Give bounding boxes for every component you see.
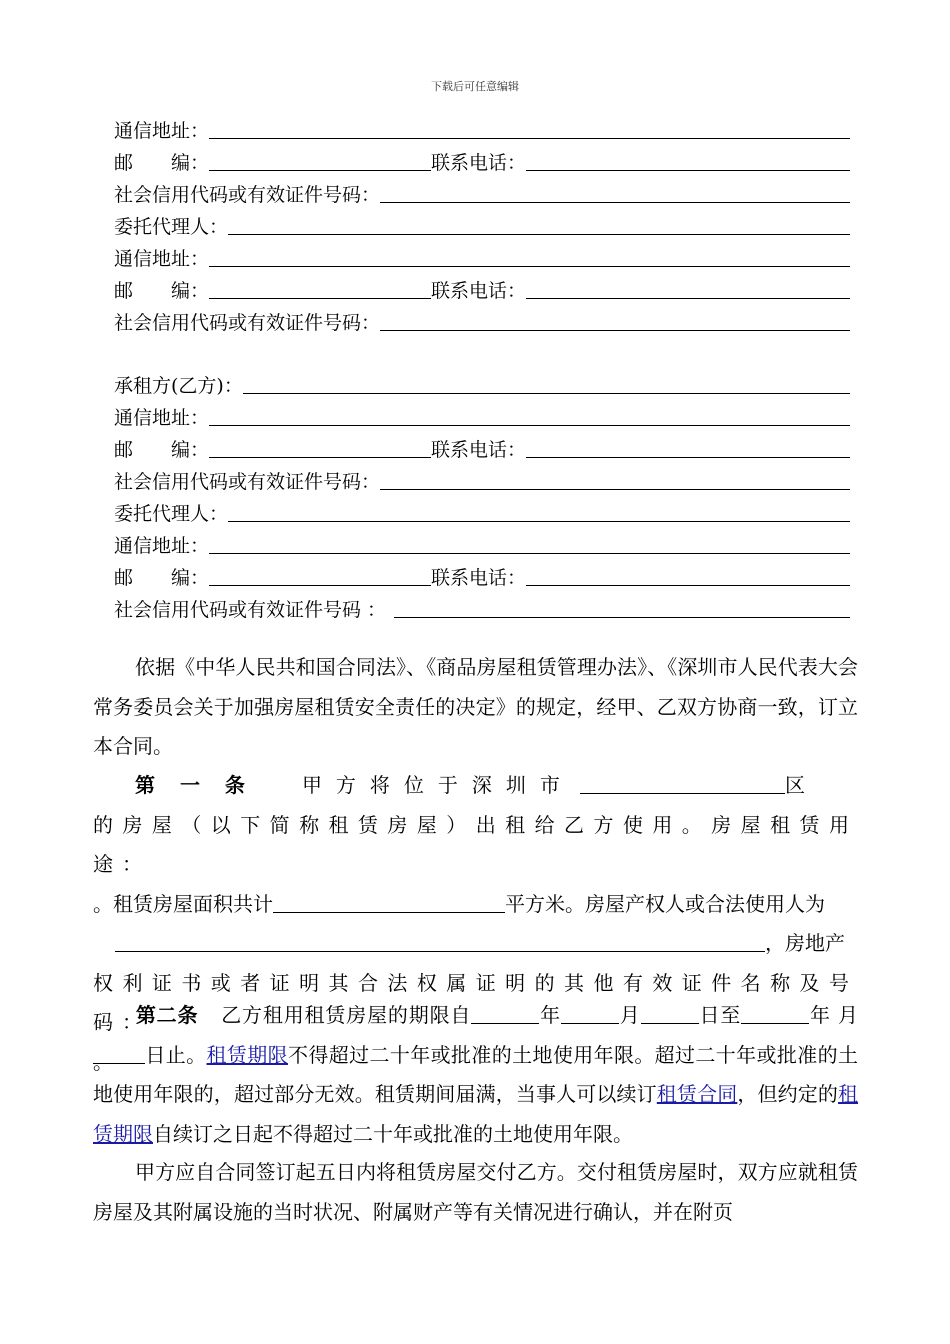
blank-line[interactable] xyxy=(209,403,850,426)
field-label: 社会信用代码或有效证件号码： xyxy=(114,471,381,493)
start-year-blank[interactable] xyxy=(471,999,539,1024)
field-label: 委托代理人： xyxy=(114,503,229,525)
field-label: 邮 编： xyxy=(114,280,210,302)
intro-paragraph: 依据《中华人民共和国合同法》、《商品房屋租赁管理办法》、《深圳市人民代表大会常务委员会关于加强房屋租赁安全责任的决定》的规定，经甲、乙双方协商一致，订立本合同。 xyxy=(93,655,858,758)
field-label: 社会信用代码或有效证件号码： xyxy=(114,312,381,334)
blank-line[interactable] xyxy=(209,148,431,171)
blank-line[interactable] xyxy=(228,212,850,235)
field-label: 通信地址： xyxy=(114,535,210,557)
blank-line[interactable] xyxy=(209,116,850,139)
lease-term-link[interactable]: 租赁期限 xyxy=(93,1082,859,1146)
landlord-postal-field[interactable] xyxy=(114,143,850,175)
blank-line[interactable] xyxy=(380,308,850,331)
field-label: 社会信用代码或有效证件号码 ： xyxy=(114,599,387,621)
blank-line[interactable] xyxy=(243,371,850,394)
tenant-agent-credit-field[interactable] xyxy=(114,590,850,622)
tenant-address-field[interactable] xyxy=(114,398,850,430)
article-2: 第二条 乙方租用租赁房屋的期限自 年 月 日至 年 月日止。租赁期限不得超过二十年或批准的土地使用年限。超过二十年或批准的土地使用年限的，超过部分无效。租赁期间届满，当事人可以续订租赁合同，但约定的租赁期限自续订之日起不得超过二十年或批准的土地使用年限。 xyxy=(93,996,858,1154)
tenant-party-field[interactable] xyxy=(114,366,850,398)
blank-line[interactable] xyxy=(380,180,850,203)
tenant-agent-address-field[interactable] xyxy=(114,526,850,558)
field-label: 联系电话： xyxy=(431,439,527,461)
blank-line[interactable] xyxy=(209,531,850,554)
field-label: 承租方(乙方)： xyxy=(114,375,243,397)
field-label: 通信地址： xyxy=(114,120,210,142)
start-month-blank[interactable] xyxy=(561,999,619,1024)
field-label: 邮 编： xyxy=(114,439,210,461)
blank-line[interactable] xyxy=(526,276,850,299)
tenant-postal-field[interactable] xyxy=(114,430,850,462)
tenant-agent-field[interactable] xyxy=(114,494,850,526)
article-title: 第二条 xyxy=(135,1003,199,1027)
landlord-address-field[interactable] xyxy=(114,111,850,143)
end-month-blank[interactable] xyxy=(93,1039,145,1064)
district-blank[interactable] xyxy=(580,769,785,794)
field-label: 社会信用代码或有效证件号码： xyxy=(114,184,381,206)
field-label: 联系电话： xyxy=(431,567,527,589)
end-year-blank[interactable] xyxy=(741,999,809,1024)
blank-line[interactable] xyxy=(380,467,850,490)
blank-line[interactable] xyxy=(526,563,850,586)
tenant-credit-field[interactable] xyxy=(114,462,850,494)
start-day-blank[interactable] xyxy=(641,999,699,1024)
blank-line[interactable] xyxy=(209,244,850,267)
blank-line[interactable] xyxy=(209,563,431,586)
field-label: 联系电话： xyxy=(431,152,527,174)
field-label: 委托代理人： xyxy=(114,216,229,238)
article-1: 第 一 条 甲方将位于深圳市 区 的房屋（以下简称租赁房屋）出租给乙方使用。房屋租赁用途： 。租赁房屋面积共计 平方米。房屋产权人或合法使用人为 ，房地产 权利证书或者证明其合法权属证明的其他有效证件名称及号码： 。 xyxy=(93,766,858,1082)
blank-line[interactable] xyxy=(526,148,850,171)
lease-contract-link[interactable]: 租赁合同 xyxy=(656,1082,738,1106)
blank-line[interactable] xyxy=(209,276,431,299)
owner-blank[interactable] xyxy=(115,927,765,952)
tenant-agent-postal-field[interactable] xyxy=(114,558,850,590)
blank-line[interactable] xyxy=(526,435,850,458)
field-label: 邮 编： xyxy=(114,567,210,589)
landlord-credit-field[interactable] xyxy=(114,175,850,207)
field-label: 联系电话： xyxy=(431,280,527,302)
blank-line[interactable] xyxy=(394,595,850,618)
field-label: 通信地址： xyxy=(114,407,210,429)
landlord-agent-field[interactable] xyxy=(114,207,850,239)
field-label: 邮 编： xyxy=(114,152,210,174)
landlord-agent-postal-field[interactable] xyxy=(114,271,850,303)
blank-line[interactable] xyxy=(228,499,850,522)
field-label: 通信地址： xyxy=(114,248,210,270)
article-title: 第 一 条 xyxy=(135,773,254,797)
page-header: 下载后可任意编辑 xyxy=(431,80,519,93)
landlord-agent-address-field[interactable] xyxy=(114,239,850,271)
area-blank[interactable] xyxy=(273,888,505,913)
landlord-agent-credit-field[interactable] xyxy=(114,303,850,335)
lease-term-link[interactable]: 租赁期限 xyxy=(206,1042,288,1067)
blank-line[interactable] xyxy=(209,435,431,458)
delivery-paragraph: 甲方应自合同签订起五日内将租赁房屋交付乙方。交付租赁房屋时，双方应就租赁房屋及其附属设施的当时状况、附属财产等有关情况进行确认，并在附页 xyxy=(93,1160,858,1224)
